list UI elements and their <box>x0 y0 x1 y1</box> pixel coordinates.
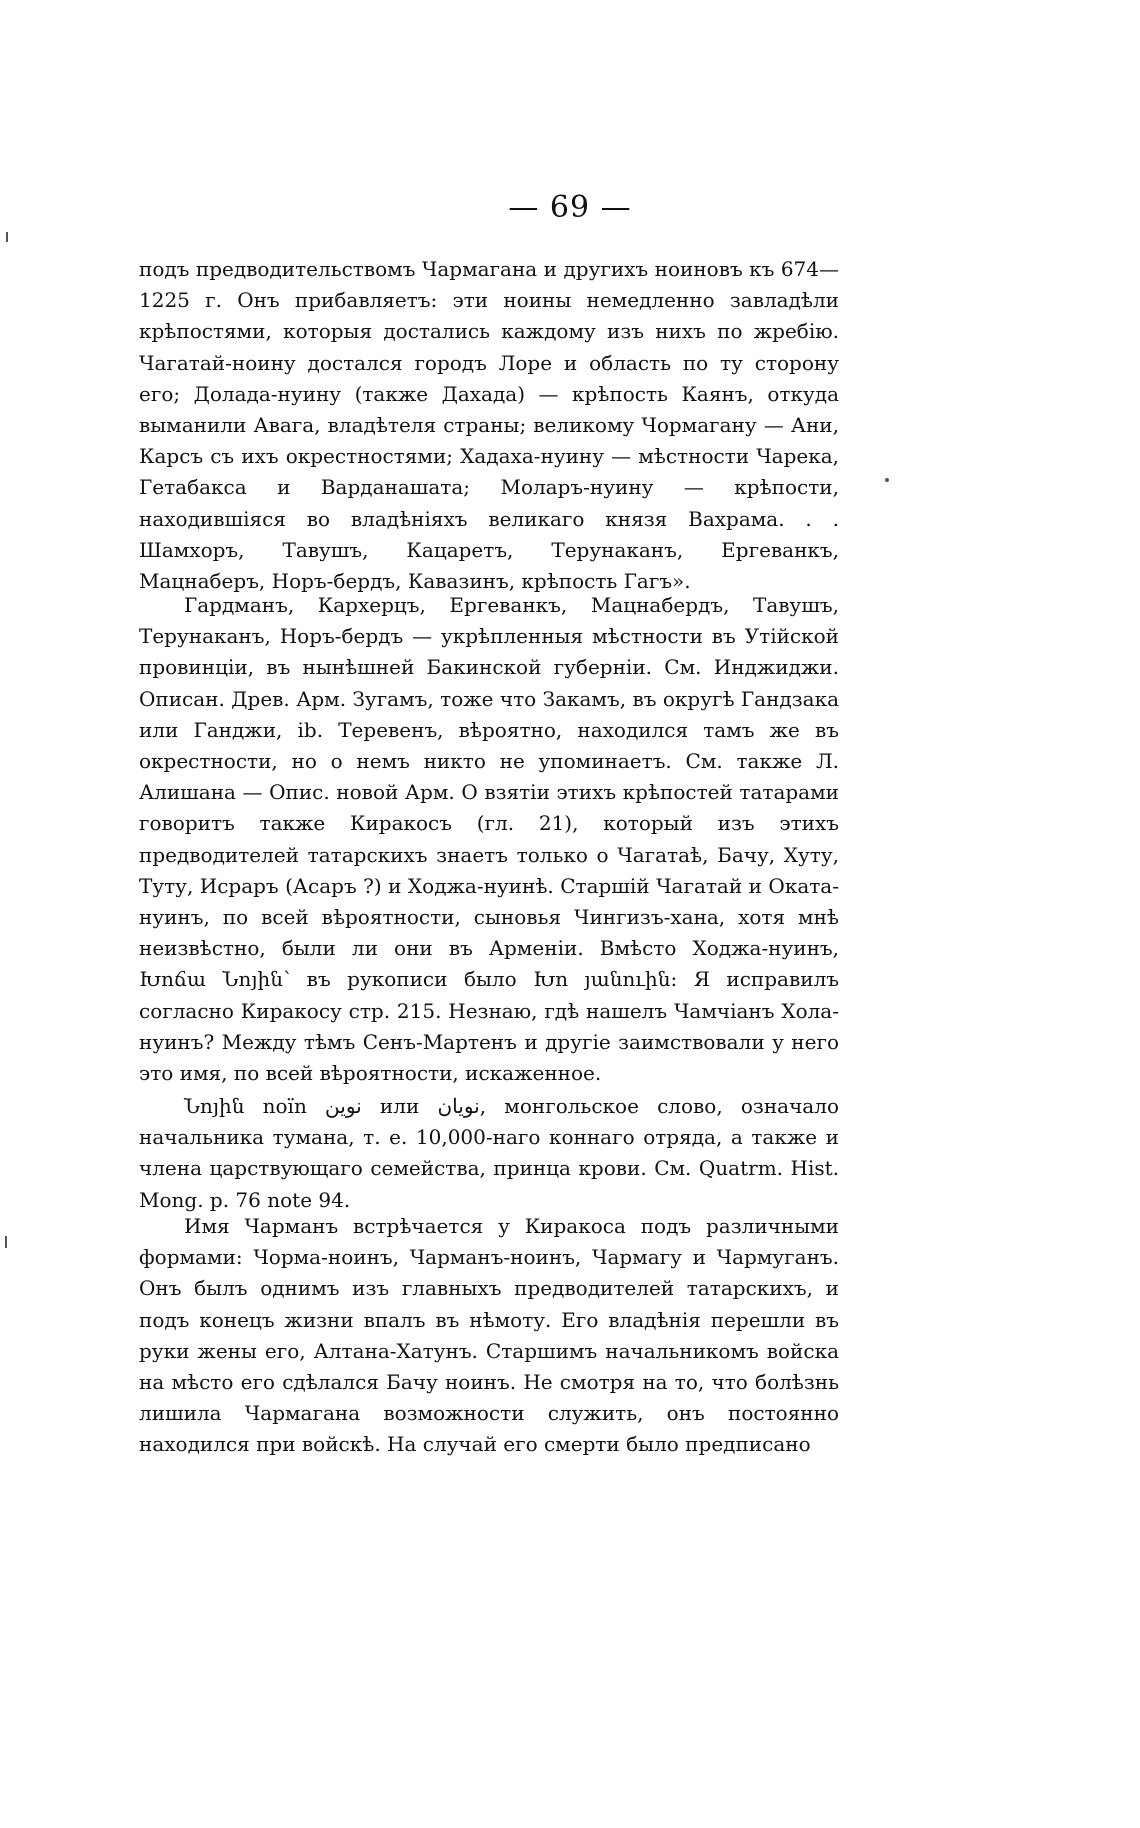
paragraph-2-block <box>139 590 839 1089</box>
paragraph-1-block <box>139 254 839 597</box>
paragraph-4-block <box>139 1211 839 1461</box>
margin-mark-left-bottom <box>5 1236 7 1248</box>
paragraph-3-block <box>139 1091 839 1216</box>
paragraph-4: Имя Чарманъ встрѣчается у Киракоса подъ различными формами: Чорма-ноинъ, Чарманъ-ноинъ, Чармагу и Чармуганъ. Онъ былъ однимъ изъ главныхъ предводителей татарскихъ, и подъ конецъ жизни впалъ въ нѣмоту. Его владѣнія перешли въ руки жены его, Алтана-Хатунъ. Старшимъ начальникомъ войска на мѣсто его сдѣлался Бачу ноинъ. Не смотря на то, что болѣзнь лишила Чармагана возможности служить, онъ постоянно находился при войскѣ. На случай его смерти было предписано <box>139 1214 839 1457</box>
page-number: — 69 — <box>508 190 632 225</box>
paragraph-1: подъ предводительствомъ Чармагана и другихъ ноиновъ къ 674—1225 г. Онъ прибавляетъ: эти ноины немедленно завладѣли крѣпостями, которыя достались каждому изъ нихъ по жребію. Чагатай-ноину достался городъ Лоре и область по ту сторону его; Долада-нуину (также Дахада) — крѣпость Каянъ, откуда выманили Авага, владѣтеля страны; великому Чормагану — Ани, Карсъ съ ихъ окрестностями; Хадаха-нуину — мѣстности Чарека, Гетабакса и Варданашата; Моларъ-нуину — крѣпости, находившіяся во владѣніяхъ великаго князя Вахрама. . . Шамхоръ, Тавушъ, Кацаретъ, Терунаканъ, Ергеванкъ, Мацнаберъ, Норъ-бердъ, Кавазинъ, крѣпость Гагъ». <box>139 257 839 594</box>
paragraph-3: Նոյին noïn نوين или نويان, монгольское слово, означало начальника тумана, т. е. 10,000-наго коннаго отряда, а также и члена царствующаго семейства, принца крови. См. Quatrm. Hist. Mong. p. 76 note 94. <box>139 1094 839 1212</box>
margin-mark-right <box>885 478 889 482</box>
paragraph-2: Гардманъ, Кархерцъ, Ергеванкъ, Мацнабердъ, Тавушъ, Терунаканъ, Норъ-бердъ — укрѣпленныя мѣстности въ Утійской провинціи, въ нынѣшней Бакинской губерніи. См. Инджиджи. Описан. Древ. Арм. Зугамъ, тоже что Закамъ, въ округѣ Гандзака или Ганджи, ib. Теревенъ, вѣроятно, находился тамъ же въ окрестности, но о немъ никто не упоминаетъ. См. также Л. Алишана — Опис. новой Арм. О взятіи этихъ крѣпостей татарами говоритъ также Киракосъ (гл. 21), который изъ этихъ предводителей татарскихъ знаетъ только о Чагатаѣ, Бачу, Хуту, Туту, Исраръ (Асаръ ?) и Ходжа-нуинѣ. Старшій Чагатай и Оката-нуинъ, по всей вѣроятности, сыновья Чингизъ-хана, хотя мнѣ неизвѣстно, были ли они въ Арменіи. Вмѣсто Ходжа-нуинъ, Խոճա Նոյին՝ въ рукописи было Խո յանուին։ Я исправилъ согласно Киракосу стр. 215. Незнаю, гдѣ нашелъ Чамчіанъ Хола-нуинъ? Между тѣмъ Сенъ-Мартенъ и другіе заимствовали у него это имя, по всей вѣроятности, искаженное. <box>139 593 839 1086</box>
margin-mark-left-top <box>6 232 8 242</box>
